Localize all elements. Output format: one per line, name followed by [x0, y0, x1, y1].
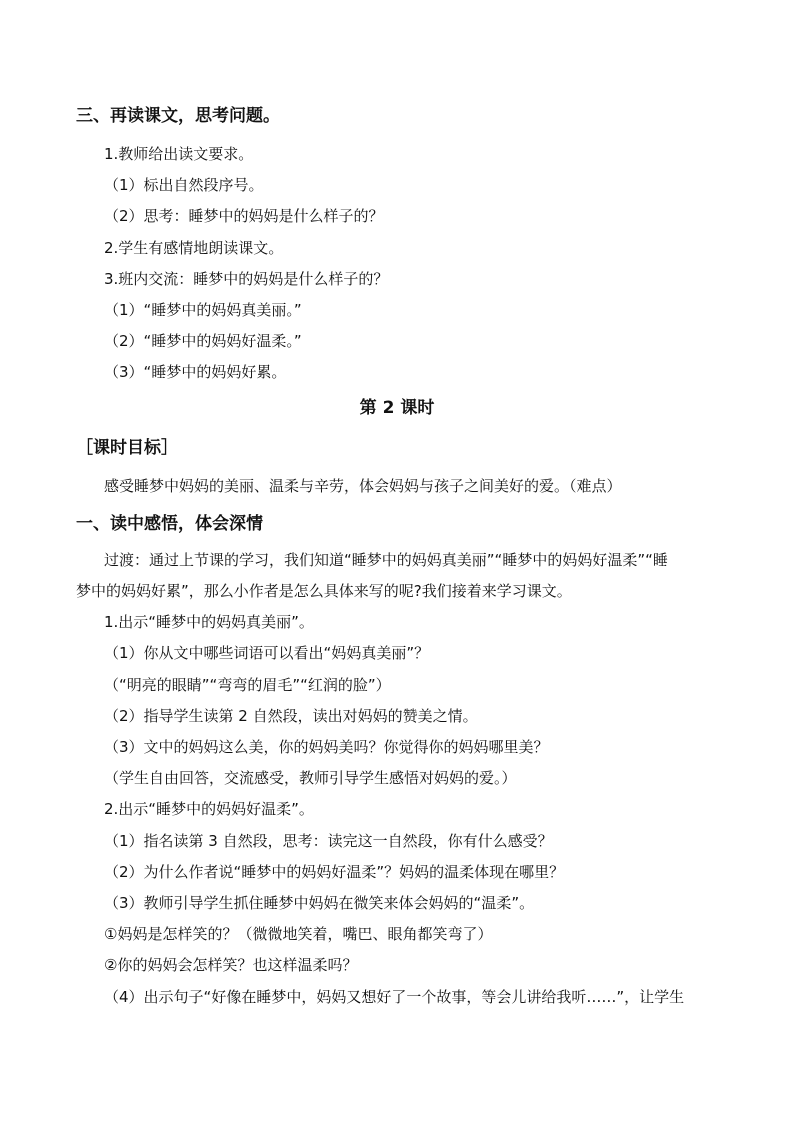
- lesson-goal-text: 感受睡梦中妈妈的美丽、温柔与辛劳，体会妈妈与孩子之间美好的爱。（难点）: [104, 477, 622, 495]
- section1-intro-line2: 梦中的妈妈好累”，那么小作者是怎么具体来写的呢?我们接着来学习课文。: [76, 582, 572, 600]
- section3-item-4: 2.学生有感情地朗读课文。: [104, 239, 284, 257]
- section1-item-10: （3）教师引导学生抓住睡梦中妈妈在微笑来体会妈妈的“温柔”。: [104, 894, 535, 912]
- section3-item-1: 1.教师给出读文要求。: [104, 145, 254, 163]
- section1-title: 一、读中感悟，体会深情: [76, 514, 263, 534]
- section1-item-13: （4）出示句子“好像在睡梦中，妈妈又想好了一个故事，等会儿讲给我听……”，让学生: [104, 988, 685, 1006]
- section1-item-4: （2）指导学生读第 2 自然段，读出对妈妈的赞美之情。: [104, 707, 478, 725]
- section1-item-9: （2）为什么作者说“睡梦中的妈妈好温柔”？妈妈的温柔体现在哪里？: [104, 863, 565, 881]
- section3-item-2: （1）标出自然段序号。: [104, 176, 264, 194]
- section3-item-6: （1）“睡梦中的妈妈真美丽。”: [104, 301, 302, 319]
- section3-title: 三、再读课文，思考问题。: [76, 106, 280, 126]
- section1-intro-line1: 过渡：通过上节课的学习，我们知道“睡梦中的妈妈真美丽”“睡梦中的妈妈好温柔”“睡: [104, 551, 668, 569]
- lesson-goal-heading: ［课时目标］: [76, 438, 178, 458]
- section3-item-5: 3.班内交流：睡梦中的妈妈是什么样子的？: [104, 270, 389, 288]
- section1-item-12: ②你的妈妈会怎样笑？也这样温柔吗？: [104, 956, 358, 974]
- section1-item-2: （1）你从文中哪些词语可以看出“妈妈真美丽”？: [104, 644, 430, 662]
- section1-item-3: （“明亮的眼睛”“弯弯的眉毛”“红润的脸”）: [104, 676, 391, 694]
- section1-item-1: 1.出示“睡梦中的妈妈真美丽”。: [104, 613, 314, 631]
- section3-item-3: （2）思考：睡梦中的妈妈是什么样子的？: [104, 207, 384, 225]
- section1-item-5: （3）文中的妈妈这么美，你的妈妈美吗？你觉得你的妈妈哪里美？: [104, 738, 549, 756]
- section1-item-7: 2.出示“睡梦中的妈妈好温柔”。: [104, 800, 314, 818]
- section3-item-8: （3）“睡梦中的妈妈好累。: [104, 363, 287, 381]
- section1-item-6: （学生自由回答，交流感受，教师引导学生感悟对妈妈的爱。）: [104, 769, 517, 787]
- lesson2-title: 第 2 课时: [359, 398, 435, 418]
- section1-item-8: （1）指名读第 3 自然段，思考：读完这一自然段，你有什么感受？: [104, 832, 553, 850]
- section1-item-11: ①妈妈是怎样笑的？（微微地笑着，嘴巴、眼角都笑弯了）: [104, 925, 493, 943]
- section3-item-7: （2）“睡梦中的妈妈好温柔。”: [104, 332, 302, 350]
